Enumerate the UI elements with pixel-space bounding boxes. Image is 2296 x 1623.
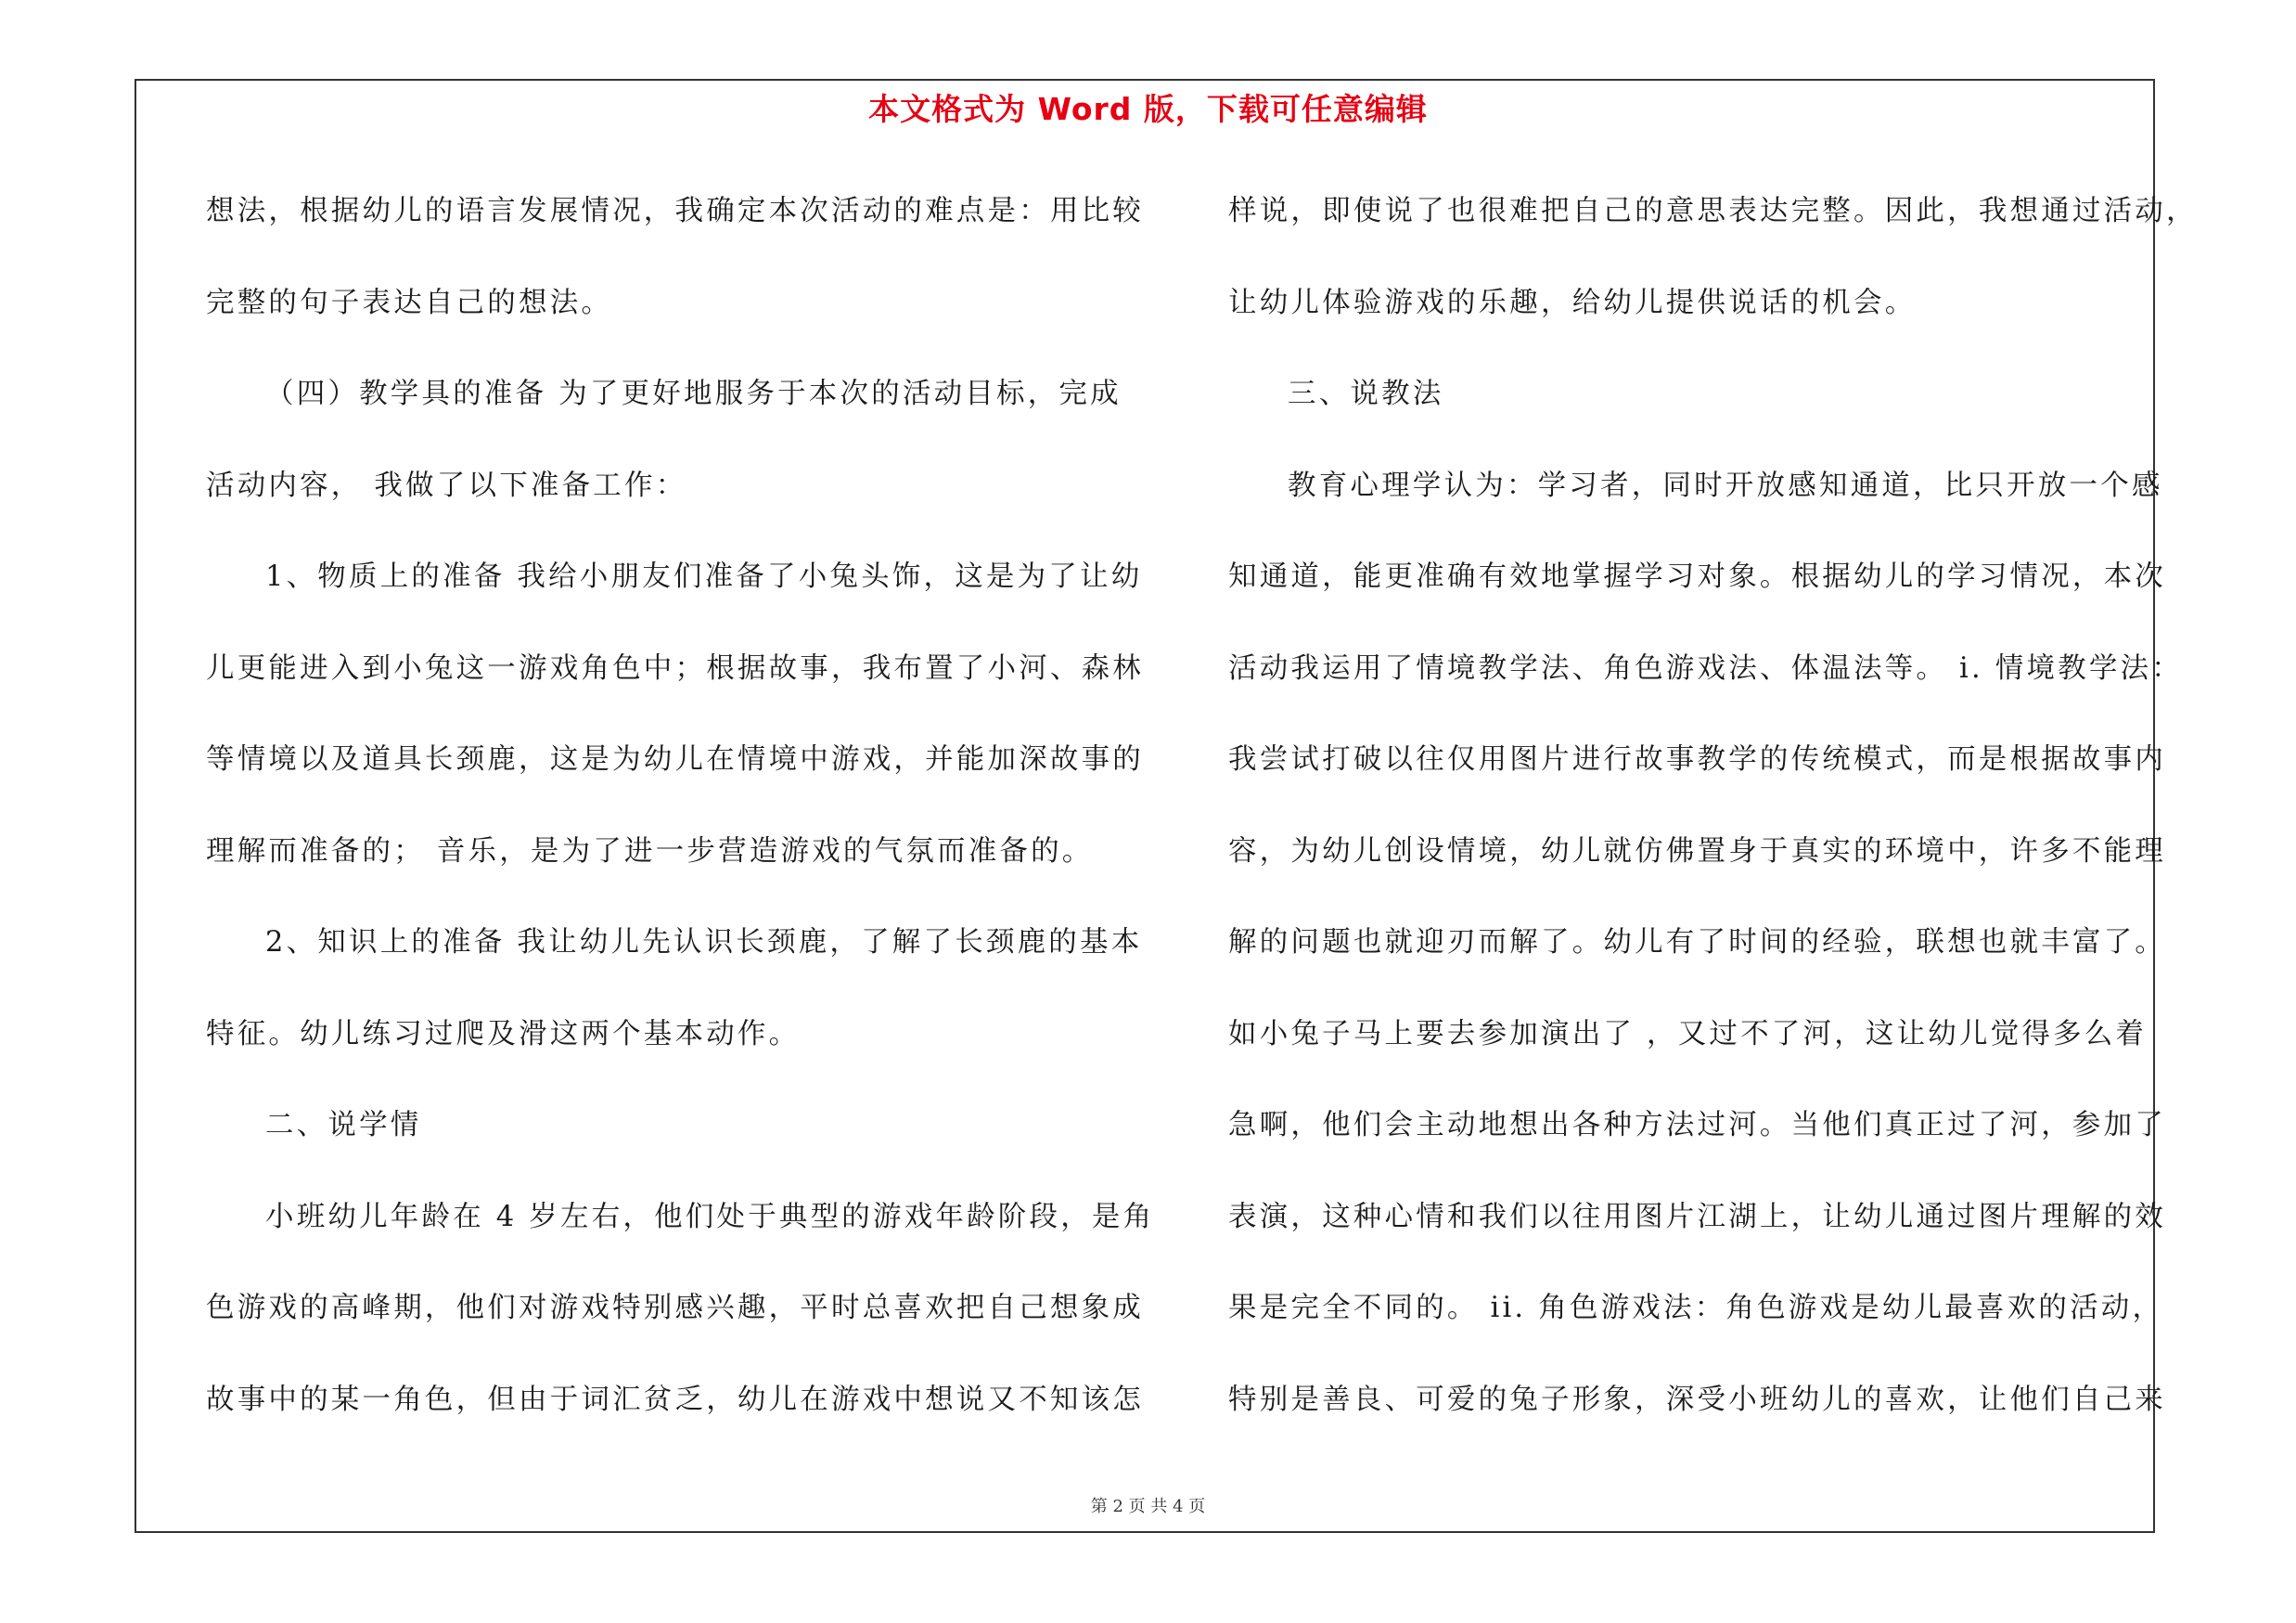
text-line: 色游戏的高峰期，他们对游戏特别感兴趣，平时总喜欢把自己想象成 bbox=[206, 1292, 1144, 1324]
text-line: （四）教学具的准备 为了更好地服务于本次的活动目标，完成 bbox=[265, 378, 1122, 410]
text-line: 容，为幼儿创设情境，幼儿就仿佛置身于真实的环境中，许多不能理 bbox=[1228, 834, 2166, 868]
text-line: 教育心理学认为：学习者，同时开放感知通道，比只开放一个感 bbox=[1288, 469, 2163, 502]
text-line: 表演，这种心情和我们以往用图片江湖上，让幼儿通过图片理解的效 bbox=[1228, 1200, 2166, 1233]
text-line: 我尝试打破以往仅用图片进行故事教学的传统模式，而是根据故事内 bbox=[1228, 743, 2166, 776]
text-line: 知通道，能更准确有效地掌握学习对象。根据幼儿的学习情况，本次 bbox=[1228, 560, 2166, 593]
text-line: 解的问题也就迎刃而解了。幼儿有了时间的经验，联想也就丰富了。 bbox=[1228, 926, 2166, 959]
text-line: 1、物质上的准备 我给小朋友们准备了小兔头饰，这是为了让幼 bbox=[265, 560, 1143, 593]
section-heading: 三、说教法 bbox=[1288, 378, 1444, 410]
document-banner: 本文格式为 Word 版，下载可任意编辑 bbox=[868, 91, 1428, 127]
text-line: 故事中的某一角色，但由于词汇贫乏，幼儿在游戏中想说又不知该怎 bbox=[206, 1383, 1144, 1416]
section-heading: 二、说学情 bbox=[265, 1109, 422, 1141]
text-line: 小班幼儿年龄在 4 岁左右，他们处于典型的游戏年龄阶段，是角 bbox=[265, 1200, 1155, 1233]
text-line: 2、知识上的准备 我让幼儿先认识长颈鹿，了解了长颈鹿的基本 bbox=[265, 926, 1143, 959]
text-line: 果是完全不同的。 ii. 角色游戏法：角色游戏是幼儿最喜欢的活动， bbox=[1228, 1292, 2164, 1324]
text-line: 等情境以及道具长颈鹿，这是为幼儿在情境中游戏，并能加深故事的 bbox=[206, 743, 1144, 776]
text-line: 特别是善良、可爱的兔子形象，深受小班幼儿的喜欢，让他们自己来 bbox=[1228, 1383, 2166, 1416]
text-line: 特征。幼儿练习过爬及滑这两个基本动作。 bbox=[206, 1017, 801, 1050]
text-line: 活动我运用了情境教学法、角色游戏法、体温法等。 i. 情境教学法： bbox=[1228, 651, 2183, 685]
text-line: 想法，根据幼儿的语言发展情况，我确定本次活动的难点是：用比较 bbox=[206, 195, 1144, 227]
text-line: 完整的句子表达自己的想法。 bbox=[206, 286, 613, 319]
text-line: 活动内容， 我做了以下准备工作： bbox=[206, 469, 687, 502]
text-line: 样说，即使说了也很难把自己的意思表达完整。因此，我想通过活动， bbox=[1228, 195, 2198, 227]
right-column bbox=[1228, 184, 2198, 1463]
text-line: 理解而准备的； 音乐，是为了进一步营造游戏的气氛而准备的。 bbox=[206, 834, 1094, 868]
text-line: 让幼儿体验游戏的乐趣，给幼儿提供说话的机会。 bbox=[1228, 286, 1917, 319]
left-column bbox=[206, 184, 1155, 1463]
text-line: 儿更能进入到小兔这一游戏角色中；根据故事，我布置了小河、森林 bbox=[206, 651, 1144, 685]
text-line: 急啊，他们会主动地想出各种方法过河。当他们真正过了河，参加了 bbox=[1228, 1109, 2166, 1141]
text-line: 如小兔子马上要去参加演出了 ，又过不了河，这让幼儿觉得多么着 bbox=[1228, 1017, 2148, 1050]
page-number: 第 2 页 共 4 页 bbox=[1090, 1497, 1206, 1516]
